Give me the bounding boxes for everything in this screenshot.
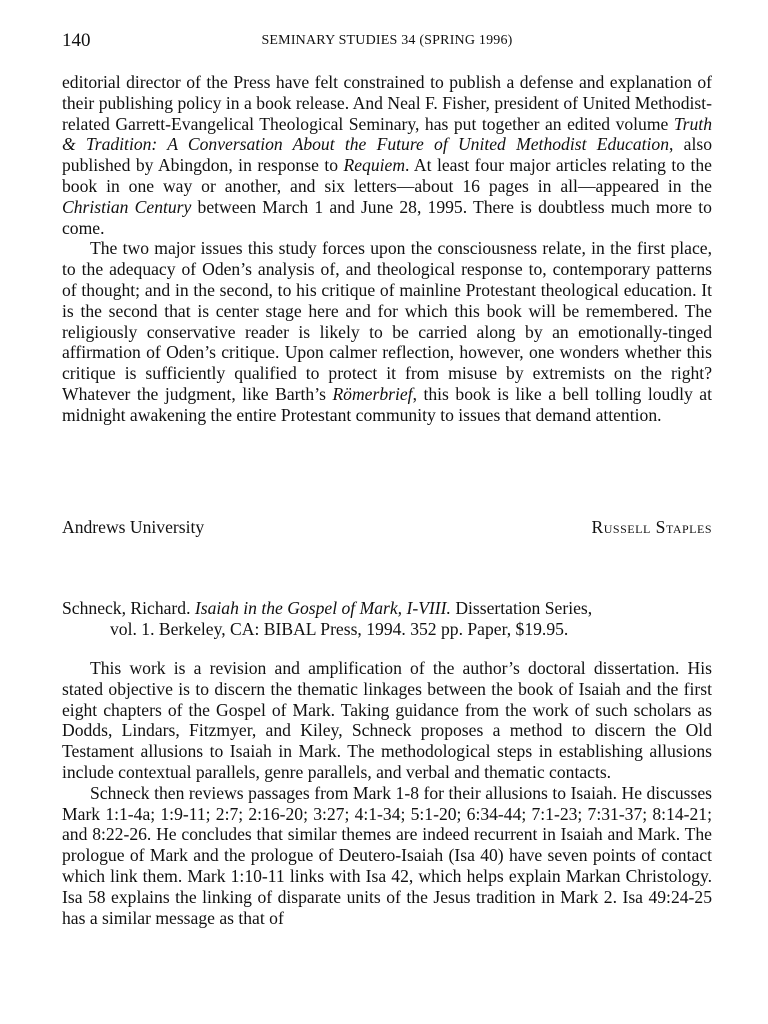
italic-text: Truth & Tradition: A Conversation About the Future of United Methodist Education [62, 113, 712, 155]
text-run: . At least four major articles relating to the book in one way or another, and six letters—about 16 pages in all—appeared in the [62, 155, 712, 196]
paragraph [62, 658, 712, 783]
text-run: Dissertation Series, [450, 598, 593, 618]
italic-text: Römerbrief [332, 383, 413, 404]
review-signature [62, 517, 712, 539]
text-run: Schneck, Richard. [62, 598, 195, 618]
running-head: SEMINARY STUDIES 34 (SPRING 1996) [261, 33, 513, 48]
italic-text: Requiem [343, 155, 406, 176]
text-run: Schneck then reviews passages from Mark 1-8 for their allusions to Isaiah. He discusses Mark 1:1-4a; 1:9-11; 2:7; 2:16-20; 3:27; 4:1-34; 5:1-20; 6:34-44; 7:1-23; 7:31-37; 8:14-21; and 8:22-26. He concludes that similar themes are indeed recurrent in Isaiah and Mark. The prologue of Mark and the prologue of Deutero-Isaiah (Isa 40) have seven points of contact which link them. Mark 1:10-11 links with Isa 42, which helps explain Markan Christology. Isa 58 explains the linking of disparate units of the Jesus tradition in Mark 2. Isa 49:24-25 has a similar message as that of [62, 782, 712, 928]
page-header [62, 30, 712, 54]
page-number: 140 [62, 30, 91, 51]
text-run: between March 1 and June 28, 1995. There is doubtless much more to come. [62, 196, 712, 238]
text-run: The two major issues this study forces upon the consciousness relate, in the first place, to the adequacy of Oden’s analysis of, and theological response to, contemporary patterns of thought; and in the second, to his critique of mainline Protestant theological education. It is the second that is center stage here and for which this book will be remembered. The religiously conservative reader is likely to be carried along by an emotionally-tinged affirmation of Oden’s critique. Upon calmer reflection, however, one wonders whether this critique is sufficiently qualified to protect it from misuse by extremists on the right? Whatever the judgment, like Barth’s [62, 238, 712, 404]
italic-text: Isaiah in the Gospel of Mark, I-VIII. [194, 598, 451, 618]
reviewer-affiliation: Andrews University [62, 517, 205, 537]
italic-text: Christian Century [62, 196, 192, 217]
citation-line [62, 598, 712, 619]
text-run: , also published by Abingdon, in response to [62, 134, 712, 176]
paragraph [62, 238, 712, 425]
book-citation [62, 598, 712, 640]
text-run: , this book is like a bell tolling loudly at midnight awakening the entire Protestant community to issues that demand attention. [62, 383, 712, 425]
paragraph [62, 783, 712, 929]
text-run: editorial director of the Press have felt constrained to publish a defense and explanation of their publishing policy in a book release. And Neal F. Fisher, president of United Methodist-related Garrett-Evangelical Theological Seminary, has put together an edited volume [62, 72, 712, 134]
review-continuation [62, 72, 712, 426]
paragraph [62, 72, 712, 238]
citation-line: vol. 1. Berkeley, CA: BIBAL Press, 1994. 352 pp. Paper, $19.95. [110, 619, 569, 639]
text-run: This work is a revision and amplification of the author’s doctoral dissertation. His stated objective is to discern the thematic linkages between the book of Isaiah and the first eight chapters of the Gospel of Mark. Taking guidance from the work of such scholars as Dodds, Lindars, Fitzmyer, and Kiley, Schneck proposes a method to discern the Old Testament allusions to Isaiah in Mark. The methodological steps in establishing allusions include contextual parallels, genre parallels, and verbal and thematic contacts. [62, 658, 712, 782]
review-body [62, 658, 712, 928]
reviewer-name: Russell Staples [591, 517, 712, 537]
